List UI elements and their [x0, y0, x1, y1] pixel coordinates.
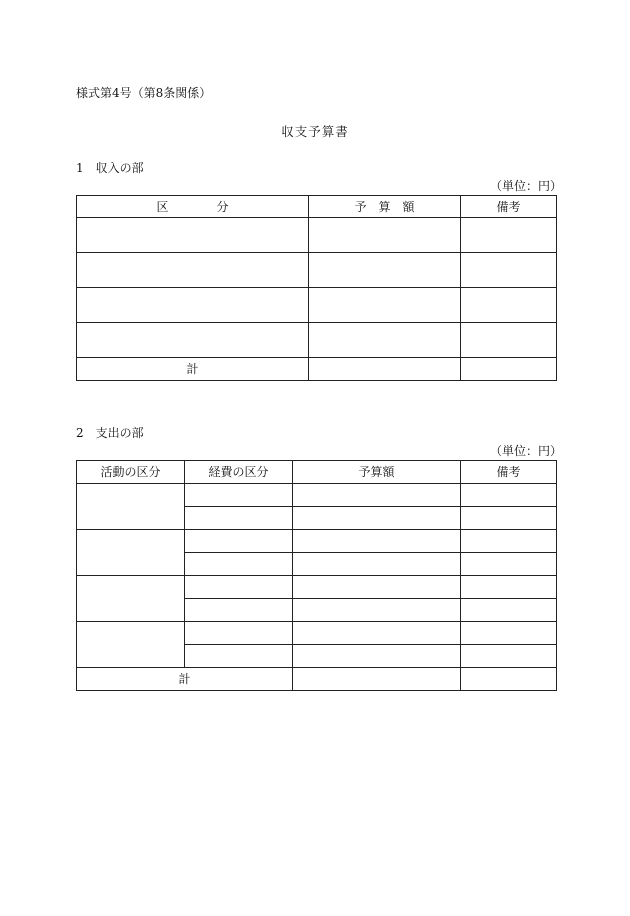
expense-cell-expense-type[interactable] [185, 530, 293, 553]
income-cell-category[interactable] [77, 253, 309, 288]
expense-cell-budget[interactable] [293, 507, 461, 530]
income-cell-category[interactable] [77, 288, 309, 323]
expense-cell-activity[interactable] [77, 484, 185, 530]
document-title: 収支予算書 [281, 124, 349, 139]
income-table [76, 195, 557, 381]
income-cell-category[interactable] [77, 218, 309, 253]
expense-cell-budget[interactable] [293, 599, 461, 622]
expense-cell-expense-type[interactable] [185, 645, 293, 668]
expense-cell-expense-type[interactable] [185, 576, 293, 599]
expense-cell-remarks[interactable] [461, 622, 557, 645]
income-total-label: 計 [77, 358, 309, 381]
expense-cell-activity[interactable] [77, 530, 185, 576]
income-total-budget[interactable] [309, 358, 461, 381]
table-row [77, 622, 557, 645]
income-cell-remarks[interactable] [461, 288, 557, 323]
expense-header-expense-type: 経費の区分 [185, 461, 293, 484]
expense-cell-expense-type[interactable] [185, 553, 293, 576]
income-cell-budget[interactable] [309, 288, 461, 323]
expense-cell-remarks[interactable] [461, 645, 557, 668]
expense-cell-budget[interactable] [293, 622, 461, 645]
form-number: 様式第4号（第8条関係） [76, 86, 212, 100]
income-cell-budget[interactable] [309, 218, 461, 253]
income-total-row [77, 358, 557, 381]
income-section-heading: 1 収入の部 [76, 161, 144, 175]
expense-cell-activity[interactable] [77, 622, 185, 668]
expense-header-activity: 活動の区分 [77, 461, 185, 484]
income-cell-remarks[interactable] [461, 253, 557, 288]
income-header-remarks: 備考 [461, 196, 557, 218]
income-total-remarks[interactable] [461, 358, 557, 381]
income-cell-budget[interactable] [309, 253, 461, 288]
expense-header-budget: 予算額 [293, 461, 461, 484]
expense-cell-remarks[interactable] [461, 576, 557, 599]
expense-cell-remarks[interactable] [461, 599, 557, 622]
expense-cell-expense-type[interactable] [185, 622, 293, 645]
expense-cell-budget[interactable] [293, 530, 461, 553]
expense-cell-remarks[interactable] [461, 484, 557, 507]
expense-cell-budget[interactable] [293, 484, 461, 507]
table-row [77, 576, 557, 599]
expense-cell-expense-type[interactable] [185, 484, 293, 507]
table-row [77, 218, 557, 253]
expense-table [76, 460, 557, 691]
expense-total-row [77, 668, 557, 691]
table-row [77, 530, 557, 553]
income-cell-category[interactable] [77, 323, 309, 358]
income-header-budget: 予 算 額 [309, 196, 461, 218]
expense-cell-activity[interactable] [77, 576, 185, 622]
expense-total-remarks[interactable] [461, 668, 557, 691]
income-header-row [77, 196, 557, 218]
expense-cell-budget[interactable] [293, 576, 461, 599]
expense-cell-expense-type[interactable] [185, 599, 293, 622]
expense-total-budget[interactable] [293, 668, 461, 691]
expense-unit-label: （単位：円） [490, 444, 563, 458]
expense-cell-remarks[interactable] [461, 530, 557, 553]
income-cell-remarks[interactable] [461, 323, 557, 358]
table-row [77, 288, 557, 323]
expense-cell-remarks[interactable] [461, 553, 557, 576]
expense-cell-budget[interactable] [293, 553, 461, 576]
income-header-category: 区 分 [77, 196, 309, 218]
income-cell-budget[interactable] [309, 323, 461, 358]
table-row [77, 323, 557, 358]
expense-section-heading: 2 支出の部 [76, 426, 144, 440]
expense-cell-remarks[interactable] [461, 507, 557, 530]
income-unit-label: （単位：円） [490, 179, 563, 193]
expense-total-label: 計 [77, 668, 293, 691]
income-cell-remarks[interactable] [461, 218, 557, 253]
table-row [77, 484, 557, 507]
expense-cell-budget[interactable] [293, 645, 461, 668]
expense-header-remarks: 備考 [461, 461, 557, 484]
table-row [77, 253, 557, 288]
expense-cell-expense-type[interactable] [185, 507, 293, 530]
expense-header-row [77, 461, 557, 484]
